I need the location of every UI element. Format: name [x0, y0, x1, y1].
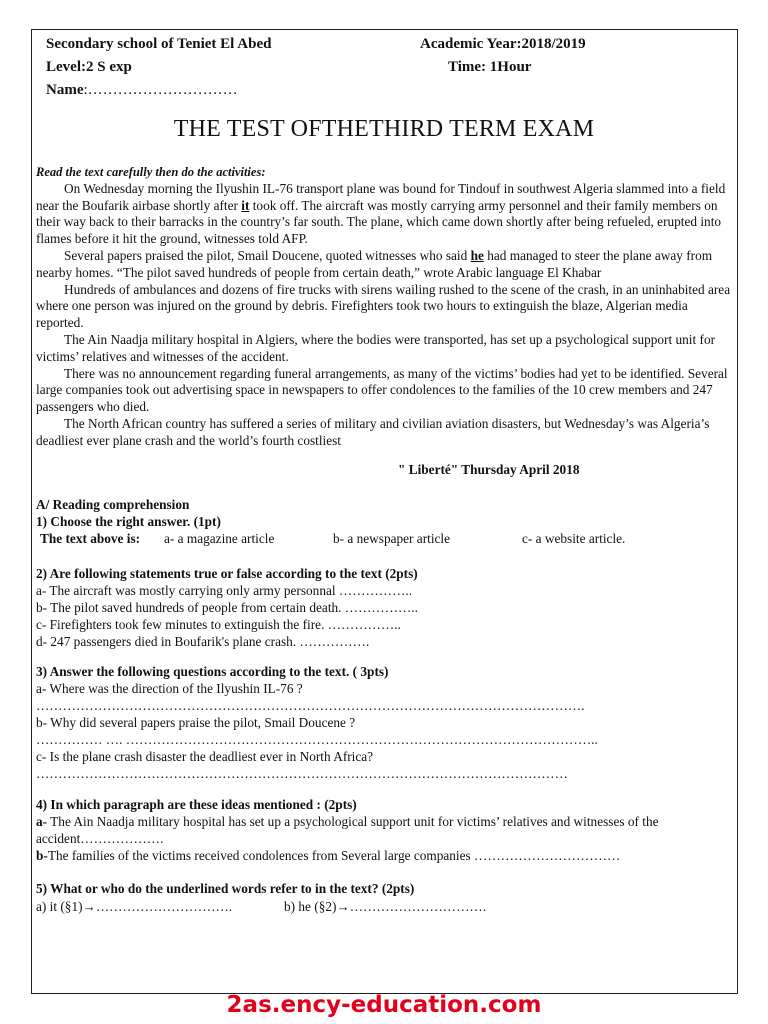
level: Level:2 S exp [46, 59, 132, 75]
q3-question-c: c- Is the plane crash disaster the deadliest ever in North Africa? [36, 749, 374, 764]
q3-answer-b-blank: …………… …. …………………………………………………………………………………………….. [36, 732, 598, 747]
paragraph-6: The North African country has suffered a series of military and civilian aviation disasters, but Wednesday’s was Algeria’s deadliest ever plane crash and the world’s fourth costliest [36, 415, 710, 448]
q3-answer-a-blank: ……………………………………………………………………………………………………………. [36, 698, 585, 713]
name-blank: :………………………… [83, 82, 238, 98]
q3-title: 3) Answer the following questions according to the text. ( 3pts) [36, 664, 389, 679]
q1-option-a: a- a magazine article [164, 531, 275, 546]
q4-idea-b: b-The families of the victims received condolences from Several large companies …………………………… [36, 848, 621, 863]
paragraph-2: Several papers praised the pilot, Smail Doucene, quoted witnesses who said he had managed to steer the plane away from nearby homes. “The pilot saved hundreds of people from certain death,” wrote Arabic language El Khabar [36, 247, 713, 280]
q3-answer-c-blank: ………………………………………………………………………………………………………… [36, 766, 568, 781]
academic-year: Academic Year:2018/2019 [420, 36, 586, 52]
q3-question-a: a- Where was the direction of the Ilyushin IL-76 ? [36, 681, 303, 696]
q5-title: 5) What or who do the underlined words refer to in the text? (2pts) [36, 881, 415, 896]
q1-option-c: c- a website article. [522, 531, 626, 546]
website-footer: 2as.ency-education.com [226, 992, 542, 1018]
underlined-it: it [241, 197, 250, 213]
q2-statement-d: d- 247 passengers died in Boufarik's plane crash. ……………. [36, 634, 370, 649]
reading-passage [36, 164, 736, 450]
passage-source: " Liberté" Thursday April 2018 [398, 462, 580, 477]
paragraph-3: Hundreds of ambulances and dozens of fire trucks with sirens wailing rushed to the scene of the crash, in an uninhabited area where one person was injured on the ground by debris. Firefighters took two hours to extinguish the blaze, Algerian media reported. [36, 281, 731, 331]
paragraph-5: There was no announcement regarding funeral arrangements, as many of the victims’ bodies had yet to be identified. Several large companies took out advertising space in newspapers to offer condolences to the families of the 10 crew members and 247 passengers who died. [36, 365, 728, 415]
exam-time: Time: 1Hour [448, 59, 532, 75]
exam-title: THE TEST OFTHETHIRD TERM EXAM [173, 116, 595, 142]
underlined-he: he [470, 247, 484, 263]
q1-option-b: b- a newspaper article [333, 531, 451, 546]
q4-title: 4) In which paragraph are these ideas mentioned : (2pts) [36, 797, 357, 812]
q2-title: 2) Are following statements true or false according to the text (2pts) [36, 566, 418, 581]
q5-item-b: b) he (§2)→…………………………. [284, 899, 487, 914]
q1-title: 1) Choose the right answer. (1pt) [36, 514, 221, 529]
school-name: Secondary school of Teniet El Abed [46, 36, 272, 52]
q5-item-a: a) it (§1)→…………………………. [36, 899, 233, 914]
q3-question-b: b- Why did several papers praise the pilot, Smail Doucene ? [36, 715, 356, 730]
q1-stem: The text above is: [40, 531, 141, 546]
student-name-line [46, 82, 238, 99]
q4-idea-a: a- The Ain Naadja military hospital has set up a psychological support unit for victims’ relatives and witnesses of the accident………………. [36, 814, 659, 846]
q2-statement-c: c- Firefighters took few minutes to extinguish the fire. …………….. [36, 617, 401, 632]
instruction: Read the text carefully then do the activities: [36, 165, 266, 179]
paragraph-1: On Wednesday morning the Ilyushin IL-76 transport plane was bound for Tindouf in southwest Algeria slammed into a field near the Boufarik airbase shortly after it took off. The aircraft was mostly carrying army personnel and their family members on their way back to their barracks in the country’s far south. The plane, which came down shortly after being refueled, erupted into flames before it hit the ground, witnesses told AFP. [36, 180, 726, 247]
q2-statement-a: a- The aircraft was mostly carrying only army personnal …………….. [36, 583, 413, 598]
name-label: Name [46, 82, 84, 98]
q2-statement-b: b- The pilot saved hundreds of people from certain death. …………….. [36, 600, 418, 615]
section-a-heading: A/ Reading comprehension [36, 497, 190, 512]
paragraph-4: The Ain Naadja military hospital in Algiers, where the bodies were transported, has set up a psychological support unit for victims’ relatives and witnesses of the accident. [36, 331, 716, 364]
